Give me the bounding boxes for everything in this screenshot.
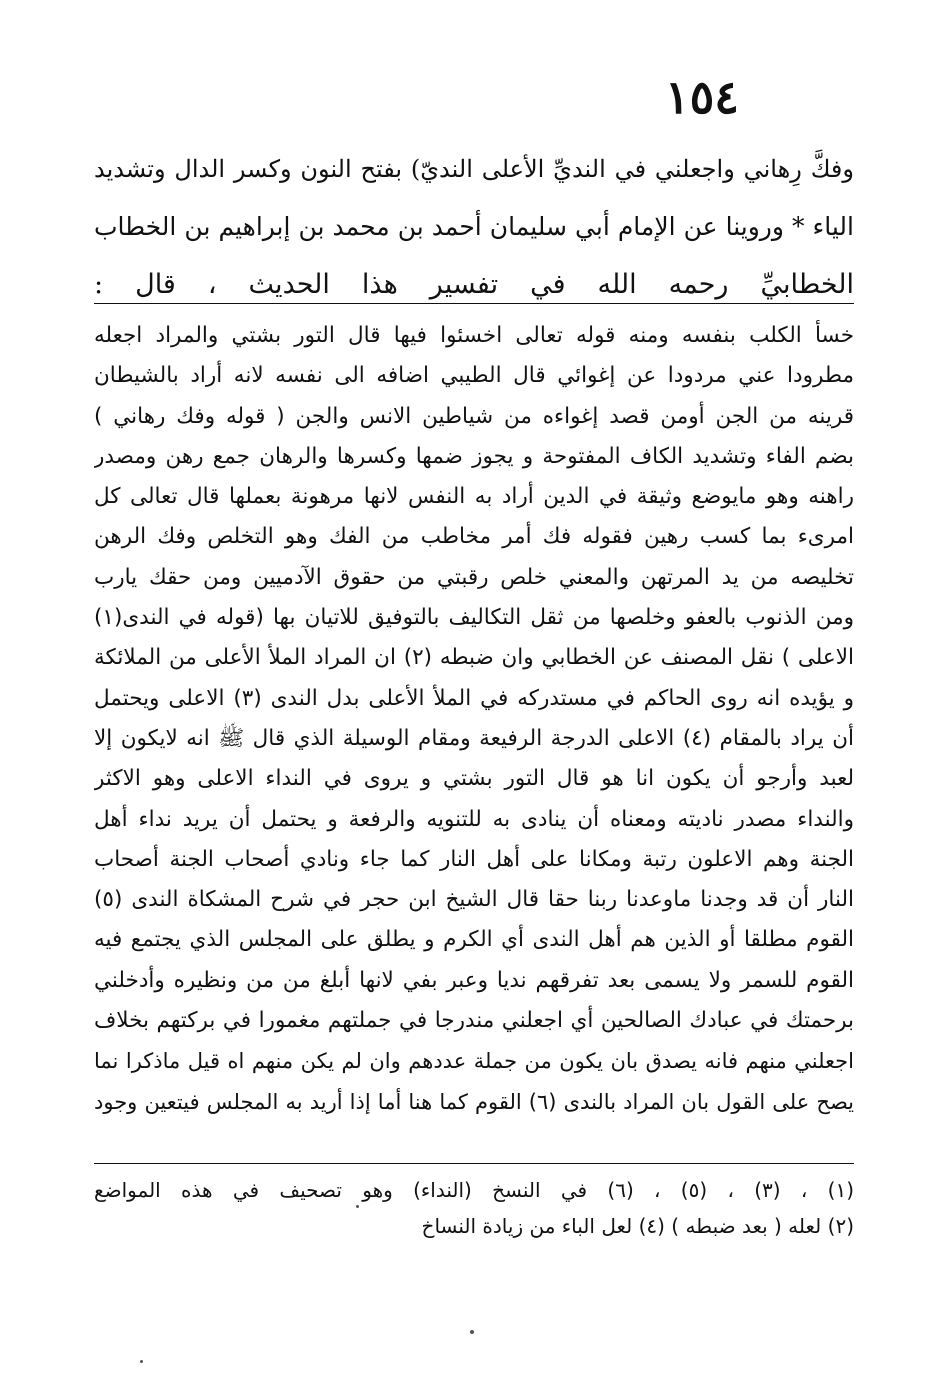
commentary-line: راهنه وهو مايوضع وثيقة في الدين أراد به النفس لانها مرهونة بعملها قال تعالى كل [94,484,854,510]
footnotes [94,1172,854,1244]
commentary-line: والنداء مصدر ناديته ومعناه أن ينادى به للتنويه والرفعة و يحتمل أن يريد نداء أهل [94,806,854,832]
commentary-line: امرىء بما كسب رهين فقوله فك أمر مخاطب من الفك وهو التخلص وفك الرهن [94,524,854,550]
footnote-line: (٢) لعله ( بعد ضبطه ) (٤) لعل الباء من زيادة النساخ [421,1214,854,1238]
commentary-line: اجعلني منهم فانه يصدق بان يكون من جملة عددهم وان لم يكن منهم اه قيل ماذكرا نما [94,1049,854,1074]
commentary-line: يصح على القول بان المراد بالندى (٦) القوم كما هنا أما إذا أريد به المجلس فيتعين وجود [94,1089,854,1114]
commentary-text [94,316,854,1122]
commentary-line: و يؤيده انه روى الحاكم في مستدركه في الملأ الأعلى بدل الندى (٣) الاعلى ويحتمل [94,685,854,711]
footnote-line: (١) ، (٣) ، (٥) ، (٦) في النسخ (النداء) وهو تصحيف في هذه المواضع [94,1178,854,1202]
commentary-line: القوم مطلقا أو الذين هم أهل الندى أي الكرم و يطلق على المجلس الذي يجتمع فيه [94,927,854,953]
commentary-line: لعبد وأرجو أن يكون انا هو قال التور بشتي و يروى في النداء الاعلى وهو الاكثر [94,766,854,792]
main-text-line: وفكَّ رِهاني واجعلني في النديِّ الأعلى النديّ) بفتح النون وكسر الدال وتشديد [94,155,854,183]
commentary-line: بضم الفاء وتشديد الكاف المفتوحة و يجوز ضمها وكسرها والرهان جمع رهن ومصدر [94,443,854,469]
main-text-line: الياء * وروينا عن الإمام أبي سليمان أحمد بن محمد بن إبراهيم بن الخطاب [94,212,854,241]
speck [356,1205,359,1208]
separator-rule [94,303,854,304]
speck [140,1360,143,1363]
page-number: ١٥٤ [664,70,739,124]
commentary-line: قرينه من الجن أومن قصد إغواءه من شياطين الانس والجن ( قوله وفك رهاني ) [94,403,854,429]
main-text [94,140,854,314]
commentary-line: مطرودا عني مردودا عن إغوائي قال الطيبي اضافه الى نفسه لانه أراد بالشيطان [94,363,854,389]
commentary-line: ومن الذنوب بالعفو وخلصها من ثقل التكاليف بالتوفيق للاتيان بها (قوله في الندى(١) [94,605,854,631]
main-text-line: الخطابيِّ رحمه الله في تفسير هذا الحديث ، قال : [94,269,854,300]
commentary-line: برحمتك في عبادك الصالحين أي اجعلني مندرجا في جملتهم مغمورا في بركتهم بخلاف [94,1008,854,1034]
commentary-line: تخليصه من يد المرتهن والمعني خلص رقبتي من حقوق الآدميين ومن حقك يارب [94,564,854,590]
commentary-line: النار أن قد وجدنا ماوعدنا ربنا حقا قال الشيخ ابن حجر في شرح المشكاة الندى (٥) [94,887,854,913]
commentary-line: الاعلى ) نقل المصنف عن الخطابي وان ضبطه (٢) ان المراد الملأ الأعلى من الملائكة [94,645,854,671]
speck [470,1330,474,1334]
footnote-rule [94,1163,854,1164]
commentary-line: الجنة وهم الاعلون رتبة ومكانا على أهل النار كما جاء ونادي أصحاب الجنة أصحاب [94,846,854,872]
commentary-line: أن يراد بالمقام (٤) الاعلى الدرجة الرفيعة ومقام الوسيلة الذي قال ﷺ انه لايكون إلا [94,725,854,751]
commentary-line: خسأ الكلب بنفسه ومنه قوله تعالى اخسئوا فيها قال التور بشتي والمراد اجعله [94,323,854,348]
commentary-line: القوم للسمر ولا يسمى بعد تفرقهم نديا وعبر بفي لانها أبلغ من من ونظيره وأدخلني [94,967,854,993]
